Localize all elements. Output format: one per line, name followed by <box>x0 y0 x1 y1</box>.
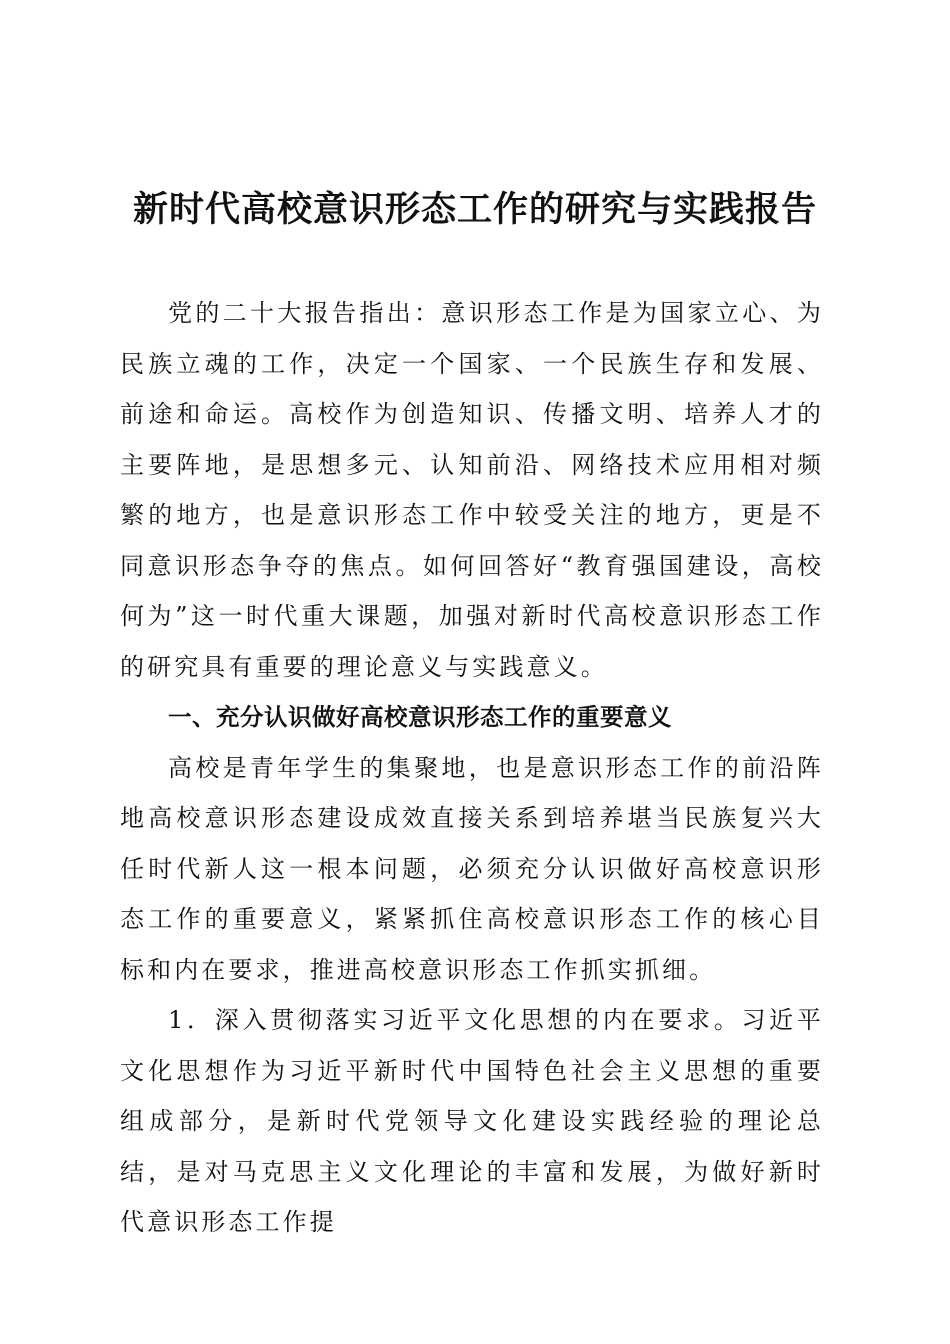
section-heading: 一、充分认识做好高校意识形态工作的重要意义 <box>168 703 672 731</box>
intro-paragraph: 党的二十大报告指出：意识形态工作是为国家立心、为民族立魂的工作，决定一个国家、一个民族生存和发展、前途和命运。高校作为创造知识、传播文明、培养人才的主要阵地，是思想多元、认知前沿、网络技术应用相对频繁的地方，也是意识形态工作中较受关注的地方，更是不同意识形态争夺的焦点。如何回答好“教育强国建设，高校何为”这一时代重大课题，加强对新时代高校意识形态工作的研究具有重要的理论意义与实践意义。 <box>120 299 824 681</box>
document-title: 新时代高校意识形态工作的研究与实践报告 <box>132 189 817 230</box>
section-paragraph: 高校是青年学生的集聚地，也是意识形态工作的前沿阵地高校意识形态建设成效直接关系到培养堪当民族复兴大任时代新人这一根本问题，必须充分认识做好高校意识形态工作的重要意义，紧紧抓住高校意识形态工作的核心目标和内在要求，推进高校意识形态工作抓实抓细。 <box>120 753 824 984</box>
document-body <box>120 288 824 1248</box>
point-1-paragraph: 1．深入贯彻落实习近平文化思想的内在要求。习近平文化思想作为习近平新时代中国特色社会主义思想的重要组成部分，是新时代党领导文化建设实践经验的理论总结，是对马克思主义文化理论的丰富和发展，为做好新时代意识形态工作提 <box>120 1006 824 1236</box>
